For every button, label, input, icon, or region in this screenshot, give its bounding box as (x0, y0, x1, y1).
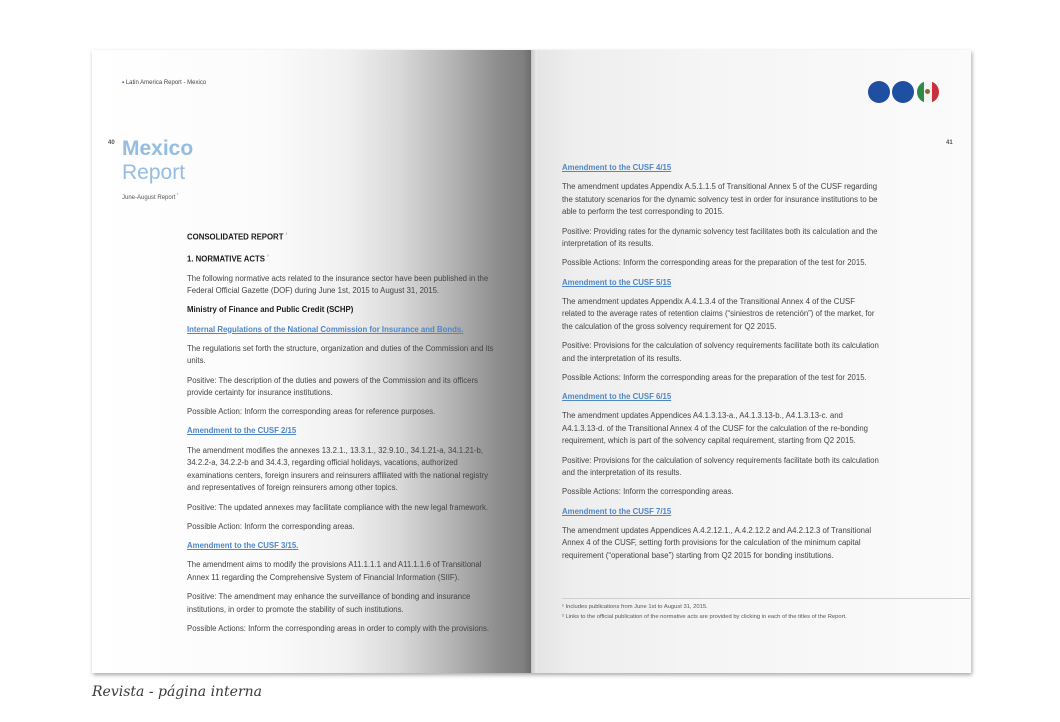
normative-footnote-mark: ² (267, 253, 269, 259)
s3-positive-text: The amendment may enhance the surveillance of bonding and insurance institutions, in order to promote the stability of such institutions. (187, 591, 471, 614)
s1-action-text: Inform the corresponding areas for reference purposes. (242, 407, 436, 417)
s3-action-label: Possible Actions: (187, 623, 246, 633)
right-column (562, 162, 880, 569)
normative-heading-text: 1. NORMATIVE ACTS (187, 254, 265, 264)
s6-positive-text: Provisions for the calculation of solvency requirements facilitate both its calculation and the interpretation of its results. (562, 455, 879, 478)
s4-action-text: Inform the corresponding areas for the preparation of the test for 2015. (620, 258, 867, 268)
s2-positive (187, 502, 497, 515)
s4-action (562, 257, 880, 270)
header-bullet-icon: ▪ (122, 80, 125, 86)
s6-positive-label: Positive: (562, 455, 592, 465)
s3-positive-label: Positive: (187, 591, 217, 601)
s2-positive-label: Positive: (187, 502, 217, 512)
s1-positive (187, 375, 497, 400)
s5-positive-text: Provisions for the calculation of solvency requirements facilitate both its calculation and the interpretation of its results. (562, 341, 879, 363)
link-cusf-3-15[interactable]: Amendment to the CUSF 3/15. (187, 541, 299, 550)
report-title-report: Report (122, 161, 186, 184)
left-page (92, 50, 531, 673)
s4-body: The amendment updates Appendix A.5.1.1.5 of Transitional Annex 5 of the CUSF regarding the statutory scenarios for the dynamic solvency test in order for insurance institutions to be able to perform the test corresponding to 2015. (562, 182, 878, 217)
s5-positive-label: Positive: (562, 341, 592, 351)
s1-positive-text: The description of the duties and powers of the Commission and its officers provide certainty for insurance institutions. (187, 375, 478, 398)
consolidated-heading (187, 229, 497, 244)
page-number-right: 41 (946, 140, 953, 146)
link-cusf-6-15[interactable]: Amendment to the CUSF 6/15 (562, 392, 672, 402)
footnote-1: ¹ Includes publications from June 1st to August 31, 2015. (562, 604, 708, 610)
footnote-2: ² Links to the official publication of the normative acts are provided by clicking in each of the titles of the Report. (562, 614, 847, 620)
s4-positive (562, 226, 880, 251)
s4-positive-label: Positive: (562, 226, 592, 236)
image-caption: Revista - página interna (92, 684, 263, 700)
s6-action-text: Inform the corresponding areas. (620, 487, 734, 497)
footnotes (562, 598, 970, 622)
s6-body: The amendment updates Appendices A4.1.3.13-a., A4.1.3.13-b., A4.1.3.13-c. and A4.1.3.13-d. of the Transitional Annex 4 of the CUSF for the calculation of the re-bonding requirement, which is part of the solvency capital requirement, starting from Q2 2015. (562, 411, 868, 446)
s3-action (187, 623, 497, 636)
s6-action-label: Possible Actions: (562, 487, 621, 497)
s3-action-text: Inform the corresponding areas in order to comply with the provisions. (245, 623, 490, 633)
ministry-heading: Ministry of Finance and Public Credit (SCHP) (187, 305, 354, 315)
s5-body: The amendment updates Appendix A.4.1.3.4 of the Transitional Annex 4 of the CUSF related to the average rates of retention claims (“siniestros de retención”) of the market, for the calculation of the gross solvency requirement for Q2 2015. (562, 296, 875, 331)
subtitle-footnote-mark: ¹ (177, 192, 179, 197)
s2-action-text: Inform the corresponding areas. (242, 521, 355, 531)
s6-positive (562, 455, 880, 480)
intro-paragraph: The following normative acts related to the insurance sector have been published in the Federal Official Gazette (DOF) during June 1st, 2015 to August 31, 2015. (187, 273, 489, 296)
s2-action-label: Possible Action: (187, 521, 243, 531)
report-title-mexico: Mexico (122, 137, 194, 160)
consolidated-footnote-mark: ¹ (285, 232, 288, 237)
subtitle-text: June-August Report (122, 195, 176, 201)
s5-action-text: Inform the corresponding areas for the preparation of the test for 2015. (620, 372, 867, 382)
link-cusf-4-15[interactable]: Amendment to the CUSF 4/15 (562, 163, 672, 172)
left-column (187, 229, 497, 642)
s1-body: The regulations set forth the structure, organization and duties of the Commission and its units. (187, 343, 494, 366)
s6-action (562, 486, 880, 499)
report-subtitle (122, 192, 179, 201)
s4-action-label: Possible Actions: (562, 258, 621, 268)
page-number-left: 40 (108, 140, 115, 146)
s2-action (187, 521, 497, 534)
brand-circle-icon (868, 81, 890, 103)
s5-action (562, 372, 880, 385)
consolidated-heading-text: CONSOLIDATED REPORT (187, 232, 284, 242)
s5-positive (562, 340, 880, 365)
magazine-spread (92, 50, 971, 673)
s3-positive (187, 591, 497, 616)
s1-positive-label: Positive: (187, 375, 217, 385)
link-cusf-5-15[interactable]: Amendment to the CUSF 5/15 (562, 277, 672, 287)
s4-positive-text: Providing rates for the dynamic solvency test facilitates both its calculation and the interpretation of its results. (562, 226, 878, 249)
brand-circle-icon (892, 81, 914, 103)
s1-action (187, 406, 497, 419)
mexico-flag-icon (917, 81, 939, 103)
header-tag (122, 80, 206, 86)
link-cusf-2-15[interactable]: Amendment to the CUSF 2/15 (187, 426, 297, 436)
s2-positive-text: The updated annexes may facilitate compliance with the new legal framework. (216, 502, 489, 512)
link-cusf-7-15[interactable]: Amendment to the CUSF 7/15 (562, 506, 672, 516)
s1-action-label: Possible Action: (187, 407, 243, 417)
s5-action-label: Possible Actions: (562, 372, 621, 382)
spine-fold (523, 50, 537, 673)
normative-heading (187, 251, 497, 266)
s3-body: The amendment aims to modify the provisions A11.1.1.1 and A11.1.1.6 of Transitional Annex 11 regarding the Comprehensive System of Financial Information (SIIF). (187, 560, 482, 582)
right-page (531, 50, 971, 673)
s7-body: The amendment updates Appendices A.4.2.12.1., A.4.2.12.2 and A4.2.12.3 of Transitional Annex 4 of the CUSF, setting forth provisions for the calculation of the minimum capital requirement (“operational base”) starting from Q2 2015 for bonding institutions. (562, 525, 872, 560)
header-tag-text: Latin America Report - Mexico (125, 80, 207, 86)
link-internal-regulations[interactable]: Internal Regulations of the National Commission for Insurance and Bonds. (187, 324, 464, 334)
s2-body: The amendment modifies the annexes 13.2.1., 13.3.1., 32.9.10., 34.1.21-a, 34.1.21-b, 34.2.2-a, 34.2.2-b and 34.4.3, regarding official holidays, vacations, authorized examinations centers, foreign insurers and reinsurers affiliated with the national registry and representatives of foreign reinsurers among other topics. (187, 445, 489, 493)
